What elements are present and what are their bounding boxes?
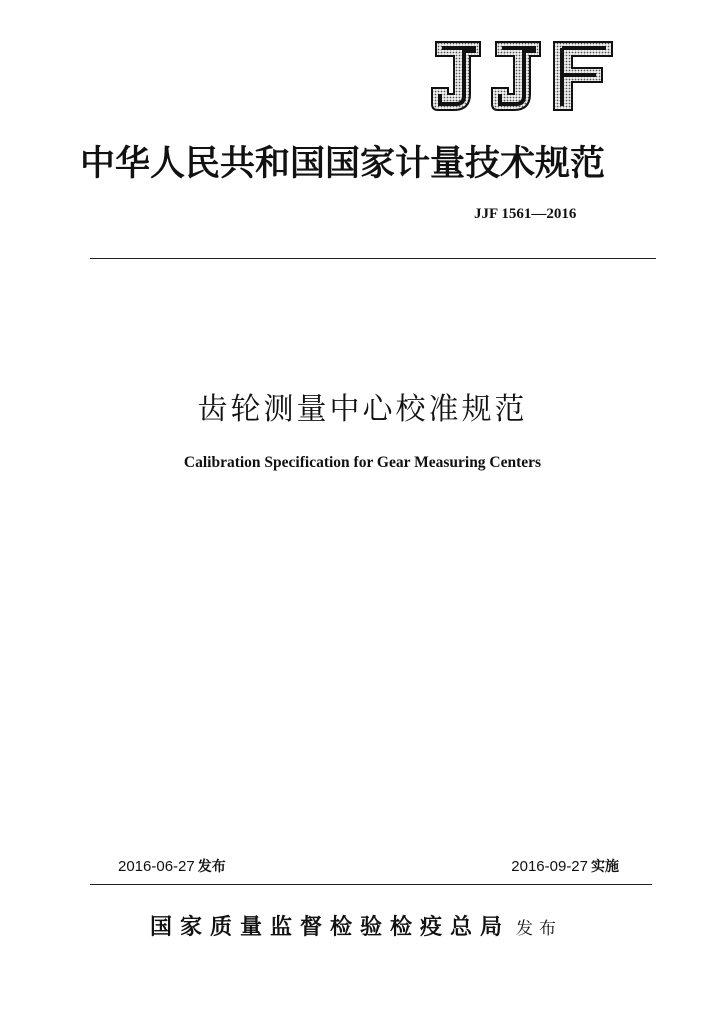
- bottom-divider: [90, 884, 652, 885]
- issue-date-label: 发布: [197, 859, 226, 875]
- logo-letter-f: [554, 42, 612, 110]
- standard-code: JJF 1561—2016: [474, 206, 577, 222]
- logo-letter-j1: [432, 42, 480, 110]
- publisher-organization: 国家质量监督检验检疫总局: [150, 914, 511, 940]
- publisher-line: [150, 910, 562, 941]
- top-divider: [90, 258, 656, 259]
- document-title-english: Calibration Specification for Gear Measuring Centers: [183, 454, 542, 471]
- implementation-date-label: 实施: [591, 859, 619, 875]
- publisher-action: 发布: [516, 919, 563, 939]
- implementation-date: [511, 856, 619, 876]
- document-title-chinese: 齿轮测量中心校准规范: [197, 392, 528, 427]
- issue-date-value: 2016-06-27: [118, 858, 195, 875]
- logo-letter-j2: [492, 42, 540, 110]
- national-standard-title: 中华人民共和国国家计量技术规范: [80, 143, 606, 184]
- issue-date: [118, 856, 226, 876]
- implementation-date-value: 2016-09-27: [511, 858, 588, 875]
- jjf-logo: [428, 36, 618, 116]
